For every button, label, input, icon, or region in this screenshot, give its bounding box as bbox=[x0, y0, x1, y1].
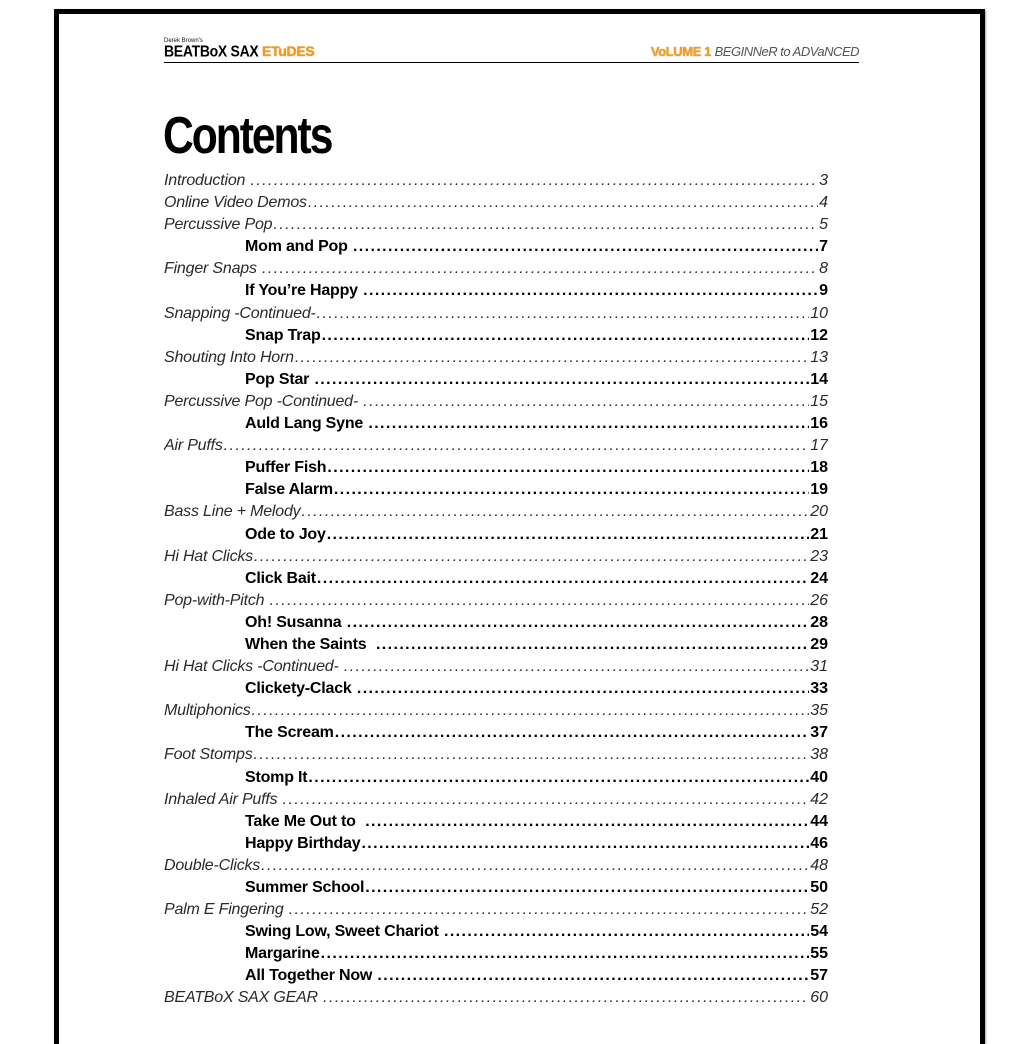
toc-page-number: 26 bbox=[810, 591, 828, 609]
toc-page-number: 60 bbox=[810, 989, 828, 1007]
toc-entry-title: Percussive Pop -Continued- bbox=[164, 392, 363, 410]
dot-leader bbox=[283, 789, 810, 811]
toc-entry-title: Bass Line + Melody bbox=[164, 503, 301, 521]
toc-page-number: 13 bbox=[810, 348, 828, 366]
toc-page-number: 24 bbox=[810, 569, 828, 587]
toc-section-entry[interactable] bbox=[164, 501, 828, 523]
toc-song-entry[interactable] bbox=[164, 722, 828, 744]
dot-leader bbox=[357, 678, 809, 700]
toc-entry-title: Mom and Pop bbox=[245, 238, 352, 256]
dot-leader bbox=[317, 303, 810, 325]
toc-entry-title: Swing Low, Sweet Chariot bbox=[245, 923, 443, 941]
toc-song-entry[interactable] bbox=[164, 921, 828, 943]
dot-leader bbox=[444, 921, 809, 943]
toc-section-entry[interactable] bbox=[164, 700, 828, 722]
toc-page-number: 9 bbox=[819, 282, 828, 300]
dot-leader bbox=[261, 855, 809, 877]
toc-entry-title: Auld Lang Syne bbox=[245, 415, 368, 433]
dot-leader bbox=[361, 833, 809, 855]
toc-page-number: 44 bbox=[810, 812, 828, 830]
toc-page-number: 42 bbox=[810, 790, 828, 808]
dot-leader bbox=[273, 214, 818, 236]
author-credit: Derek Brown's bbox=[164, 38, 203, 44]
brand-logo-orange: ETuDES bbox=[262, 43, 315, 59]
dot-leader bbox=[295, 347, 809, 369]
toc-page-number: 40 bbox=[810, 768, 828, 786]
toc-page-number: 33 bbox=[810, 680, 828, 698]
toc-section-entry[interactable] bbox=[164, 744, 828, 766]
toc-entry-title: Shouting Into Horn bbox=[164, 348, 294, 366]
dot-leader bbox=[363, 280, 818, 302]
dot-leader bbox=[377, 965, 809, 987]
brand-logo bbox=[164, 43, 314, 59]
toc-page-number: 35 bbox=[810, 702, 828, 720]
toc-entry-title: Hi Hat Clicks bbox=[164, 547, 253, 565]
table-of-contents bbox=[164, 170, 828, 1010]
toc-page-number: 20 bbox=[810, 503, 828, 521]
toc-page-number: 28 bbox=[810, 613, 828, 631]
toc-section-entry[interactable] bbox=[164, 391, 828, 413]
dot-leader bbox=[308, 767, 809, 789]
toc-page-number: 18 bbox=[810, 459, 828, 477]
toc-page-number: 31 bbox=[810, 658, 828, 676]
dot-leader bbox=[262, 258, 818, 280]
toc-entry-title: Click Bait bbox=[245, 569, 316, 587]
toc-entry-title: If You’re Happy bbox=[245, 282, 363, 300]
dot-leader bbox=[308, 192, 818, 214]
page-title: Contents bbox=[163, 107, 332, 165]
toc-page-number: 23 bbox=[810, 547, 828, 565]
toc-entry-title: Multiphonics bbox=[164, 702, 251, 720]
toc-section-entry[interactable] bbox=[164, 789, 828, 811]
toc-page-number: 50 bbox=[810, 879, 828, 896]
toc-page-number: 5 bbox=[819, 216, 828, 234]
toc-entry-title: Margarine bbox=[245, 945, 320, 963]
dot-leader bbox=[335, 722, 809, 744]
toc-song-entry[interactable] bbox=[164, 369, 828, 391]
toc-page-number: 37 bbox=[810, 724, 828, 742]
brand-logo-black: BEATBoX SAX bbox=[164, 42, 259, 60]
toc-section-entry[interactable] bbox=[164, 214, 828, 236]
dot-leader bbox=[347, 612, 809, 634]
toc-entry-title: Finger Snaps bbox=[164, 260, 262, 278]
toc-page-number: 17 bbox=[810, 437, 828, 455]
toc-entry-title: The Scream bbox=[245, 724, 334, 742]
toc-entry-title: Puffer Fish bbox=[245, 459, 327, 477]
toc-page-number: 46 bbox=[810, 834, 828, 852]
toc-entry-title: Summer School bbox=[245, 879, 365, 896]
toc-page-number: 48 bbox=[810, 856, 828, 874]
toc-section-entry[interactable] bbox=[164, 435, 828, 457]
dot-leader bbox=[322, 325, 810, 347]
toc-page-number: 7 bbox=[819, 238, 828, 256]
toc-page-number: 52 bbox=[810, 901, 828, 919]
toc-section-entry[interactable] bbox=[164, 170, 828, 192]
toc-section-entry[interactable] bbox=[164, 590, 828, 612]
toc-section-entry[interactable] bbox=[164, 258, 828, 280]
toc-song-entry[interactable] bbox=[164, 678, 828, 700]
toc-page-number: 8 bbox=[819, 260, 828, 278]
toc-song-entry[interactable] bbox=[164, 524, 828, 546]
dot-leader bbox=[289, 899, 809, 921]
toc-entry-title: Pop-with-Pitch bbox=[164, 591, 269, 609]
toc-page-number: 29 bbox=[810, 635, 828, 653]
toc-song-entry[interactable] bbox=[164, 413, 828, 435]
toc-page-number: 12 bbox=[810, 326, 828, 344]
toc-entry-title: Take Me Out to bbox=[245, 812, 365, 830]
toc-song-entry[interactable] bbox=[164, 965, 828, 987]
dot-leader bbox=[334, 479, 809, 501]
toc-song-entry[interactable] bbox=[164, 634, 828, 656]
toc-song-entry[interactable] bbox=[164, 767, 828, 789]
toc-page-number: 54 bbox=[810, 923, 828, 941]
toc-entry-title: Ode to Joy bbox=[245, 525, 326, 543]
toc-section-entry[interactable] bbox=[164, 899, 828, 921]
toc-page-number: 19 bbox=[810, 481, 828, 499]
toc-song-entry[interactable] bbox=[164, 877, 828, 899]
toc-song-entry[interactable] bbox=[164, 612, 828, 634]
dot-leader bbox=[376, 634, 809, 656]
toc-entry-title: Online Video Demos bbox=[164, 194, 307, 212]
dot-leader bbox=[327, 457, 809, 479]
dot-leader bbox=[301, 501, 809, 523]
toc-page-number: 38 bbox=[810, 746, 828, 764]
toc-section-entry[interactable] bbox=[164, 855, 828, 877]
toc-song-entry[interactable] bbox=[164, 943, 828, 965]
toc-section-entry[interactable] bbox=[164, 347, 828, 369]
toc-entry-title: Hi Hat Clicks -Continued- bbox=[164, 658, 343, 676]
toc-entry-title: Oh! Susanna bbox=[245, 613, 346, 631]
toc-entry-title: All Together Now bbox=[245, 967, 377, 985]
dot-leader bbox=[365, 877, 809, 899]
dot-leader bbox=[254, 744, 810, 766]
toc-song-entry[interactable] bbox=[164, 236, 828, 258]
toc-section-entry[interactable] bbox=[164, 656, 828, 678]
toc-page-number: 16 bbox=[810, 415, 828, 433]
toc-entry-title: Introduction bbox=[164, 172, 250, 189]
toc-page-number: 3 bbox=[819, 172, 828, 189]
dot-leader bbox=[224, 435, 810, 457]
toc-song-entry[interactable] bbox=[164, 479, 828, 501]
dot-leader bbox=[317, 568, 809, 590]
toc-section-entry[interactable] bbox=[164, 303, 828, 325]
toc-entry-title: False Alarm bbox=[245, 481, 333, 499]
toc-entry-title: Snap Trap bbox=[245, 326, 321, 344]
dot-leader bbox=[250, 170, 818, 192]
toc-entry-title: Air Puffs bbox=[164, 437, 223, 455]
toc-entry-title: Clickety-Clack bbox=[245, 680, 356, 698]
toc-entry-title: BEATBoX SAX GEAR bbox=[164, 989, 323, 1007]
dot-leader bbox=[363, 391, 809, 413]
dot-leader bbox=[365, 811, 809, 833]
toc-page-number: 10 bbox=[810, 304, 828, 322]
dot-leader bbox=[368, 413, 809, 435]
toc-entry-title: Snapping -Continued- bbox=[164, 304, 316, 322]
toc-page-number: 4 bbox=[819, 194, 828, 212]
dot-leader bbox=[327, 524, 810, 546]
toc-song-entry[interactable] bbox=[164, 280, 828, 302]
toc-page-number: 55 bbox=[810, 945, 828, 963]
toc-page-number: 15 bbox=[810, 392, 828, 410]
dot-leader bbox=[344, 656, 809, 678]
toc-section-entry[interactable] bbox=[164, 546, 828, 568]
dot-leader bbox=[321, 943, 810, 965]
toc-song-entry[interactable] bbox=[164, 811, 828, 833]
volume-label bbox=[651, 44, 859, 60]
dot-leader bbox=[323, 987, 809, 1009]
volume-subtitle: BEGINNeR to ADVaNCED bbox=[714, 44, 859, 59]
toc-page-number: 57 bbox=[810, 967, 828, 985]
dot-leader bbox=[314, 369, 809, 391]
volume-number: VoLUME 1 bbox=[650, 44, 712, 59]
toc-entry-title: Palm E Fingering bbox=[164, 901, 288, 919]
toc-song-entry[interactable] bbox=[164, 568, 828, 590]
toc-entry-title: Happy Birthday bbox=[245, 834, 361, 852]
toc-entry-title: Inhaled Air Puffs bbox=[164, 790, 282, 808]
toc-entry-title: Double-Clicks bbox=[164, 856, 261, 874]
toc-song-entry[interactable] bbox=[164, 833, 828, 855]
toc-entry-title: When the Saints bbox=[245, 635, 375, 653]
toc-entry-title: Pop Star bbox=[245, 370, 314, 388]
toc-page-number: 14 bbox=[810, 370, 828, 388]
toc-entry-title: Foot Stomps bbox=[164, 746, 253, 764]
dot-leader bbox=[252, 700, 810, 722]
dot-leader bbox=[353, 236, 818, 258]
toc-section-entry[interactable] bbox=[164, 192, 828, 214]
toc-song-entry[interactable] bbox=[164, 457, 828, 479]
dot-leader bbox=[254, 546, 809, 568]
dot-leader bbox=[270, 590, 810, 612]
toc-entry-title: Percussive Pop bbox=[164, 216, 273, 234]
running-header bbox=[164, 38, 859, 63]
toc-entry-title: Stomp It bbox=[245, 768, 308, 786]
toc-section-entry[interactable] bbox=[164, 987, 828, 1009]
toc-page-number: 21 bbox=[810, 525, 828, 543]
toc-song-entry[interactable] bbox=[164, 325, 828, 347]
